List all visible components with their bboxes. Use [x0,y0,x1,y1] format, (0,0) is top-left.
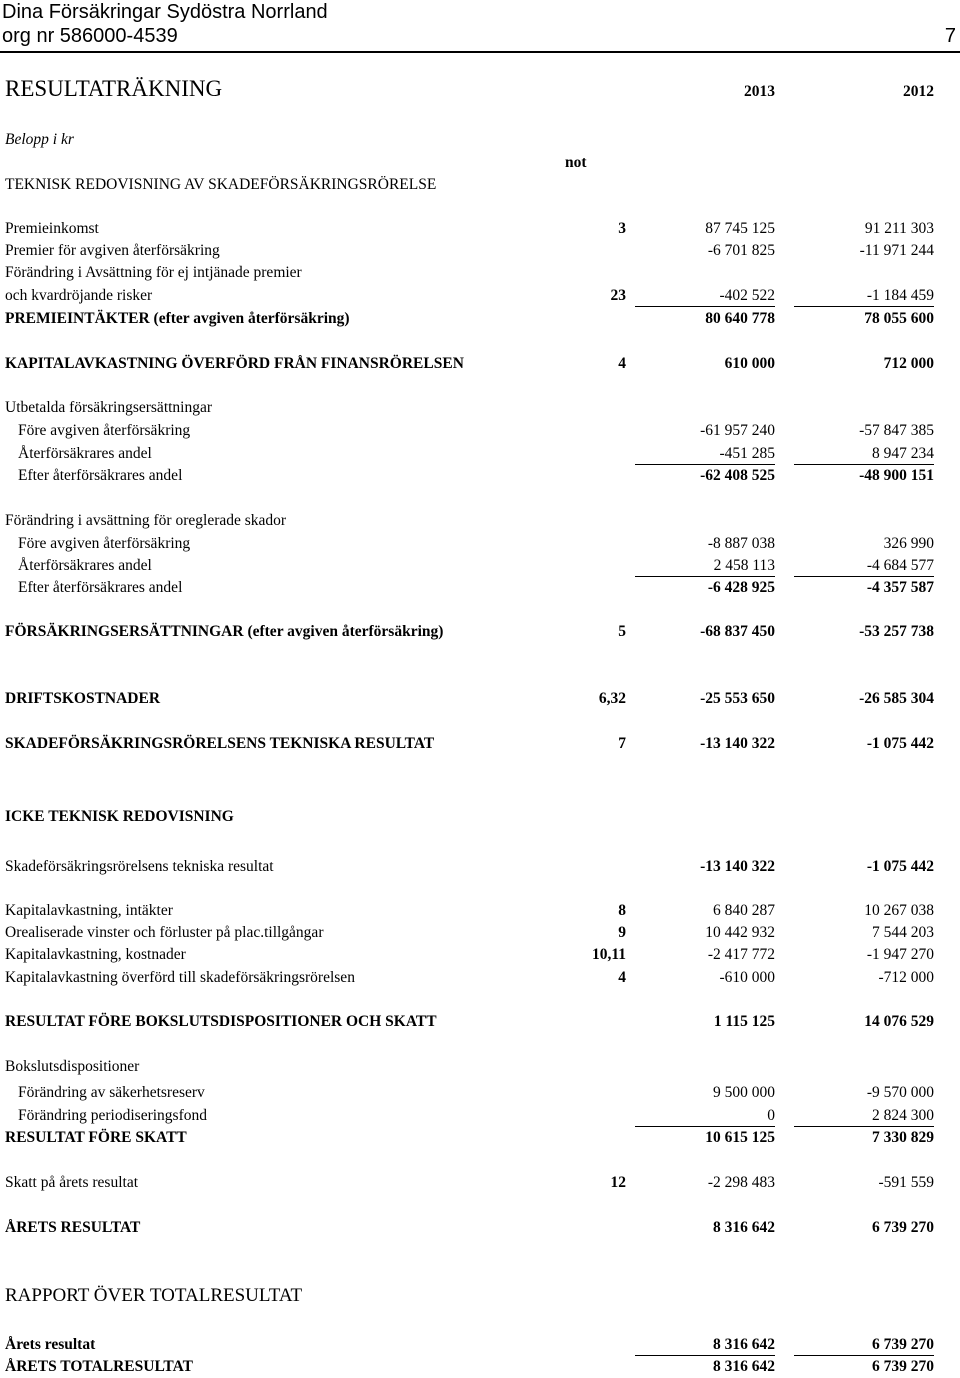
value-2013: -13 140 322 [700,858,775,875]
row-label: Premier för avgiven återförsäkring [5,242,220,259]
value-2012: 8 947 234 [794,443,934,465]
value-2012: -11 971 244 [859,242,934,259]
row-label: Förändring av säkerhetsreserv [18,1084,205,1101]
table-row [0,262,960,284]
value-2012: -4 684 577 [794,555,934,577]
row-label: Före avgiven återförsäkring [18,422,191,439]
row-label: Utbetalda försäkringsersättningar [5,399,213,416]
row-label: DRIFTSKOSTNADER [5,690,161,707]
value-2013: 10 442 932 [705,924,775,941]
table-row [0,856,960,878]
row-label: Före avgiven återförsäkring [18,535,191,552]
row-label: och kvardröjande risker [5,287,153,304]
row-label: Orealiserade vinster och förluster på plac.tillgångar [5,924,324,941]
row-note: 5 [618,623,626,640]
value-2012: -26 585 304 [859,690,934,707]
value-2013: 8 316 642 [713,1358,775,1375]
value-2013: 80 640 778 [705,310,775,327]
table-row [0,174,960,196]
org-number: org nr 586000-4539 [2,25,178,47]
table-row [0,1356,960,1378]
year-previous-header: 2012 [903,83,934,100]
row-label: Årets resultat [5,1336,96,1353]
value-2013: 0 [635,1105,775,1127]
value-2012: 78 055 600 [864,310,934,327]
table-row [0,900,960,922]
value-2013: 610 000 [724,355,775,372]
report-title: RESULTATRÄKNING [5,76,223,101]
value-2012: -4 357 587 [866,579,934,596]
value-2013: 1 115 125 [713,1013,775,1030]
row-label: Återförsäkrares andel [18,557,152,574]
value-2012: 7 544 203 [872,924,934,941]
value-2012: 6 739 270 [794,1334,934,1356]
row-label: RESULTAT FÖRE BOKSLUTSDISPOSITIONER OCH SKATT [5,1013,437,1030]
table-row [0,688,960,710]
value-2012: -1 184 459 [794,285,934,307]
table-row [0,285,960,307]
value-2013: 8 316 642 [713,1219,775,1236]
value-2013: -402 522 [635,285,775,307]
table-row [0,555,960,577]
value-2013: -25 553 650 [700,690,775,707]
row-label: Förändring i Avsättning för ej intjänade premier [5,264,302,281]
row-label: Skadeförsäkringsrörelsens tekniska resultat [5,858,274,875]
row-note: 6,32 [598,690,626,707]
table-row [0,1217,960,1239]
value-2012: 10 267 038 [864,902,934,919]
row-label: ÅRETS RESULTAT [5,1219,141,1236]
company-name: Dina Försäkringar Sydöstra Norrland [2,1,328,23]
value-2012: -712 000 [878,969,934,986]
value-2012: 91 211 303 [864,220,934,237]
row-note: 23 [610,287,626,304]
row-label: Efter återförsäkrares andel [18,579,183,596]
table-row [0,1056,960,1078]
table-row [0,443,960,465]
table-row [0,240,960,262]
row-label: ICKE TEKNISK REDOVISNING [5,808,234,825]
row-label: Återförsäkrares andel [18,445,152,462]
value-2012: 7 330 829 [872,1129,934,1146]
row-label: FÖRSÄKRINGSERSÄTTNINGAR (efter avgiven återförsäkring) [5,623,444,640]
value-2012: -1 075 442 [866,858,934,875]
table-row [0,353,960,375]
row-label: Skatt på årets resultat [5,1174,138,1191]
row-label: Kapitalavkastning, intäkter [5,902,173,919]
table-row [0,1011,960,1033]
table-row [0,218,960,240]
row-note: 9 [618,924,626,941]
row-label: Bokslutsdispositioner [5,1058,140,1075]
table-row [0,1105,960,1127]
table-row [0,1334,960,1356]
value-2013: -2 298 483 [707,1174,775,1191]
value-2013: -61 957 240 [700,422,775,439]
table-row [0,621,960,643]
value-2013: 9 500 000 [713,1084,775,1101]
table-row [0,733,960,755]
value-2013: 2 458 113 [635,555,775,577]
value-2013: -451 285 [635,443,775,465]
row-note: 3 [618,220,626,237]
row-label: PREMIEINTÄKTER (efter avgiven återförsäkring) [5,310,350,327]
row-label: Förändring i avsättning för oreglerade skador [5,512,287,529]
value-2013: -6 428 925 [707,579,775,596]
row-label: Förändring periodiseringsfond [18,1107,207,1124]
row-label: Kapitalavkastning, kostnader [5,946,186,963]
table-row [0,1172,960,1194]
value-2012: -48 900 151 [859,467,934,484]
table-row [0,420,960,442]
value-2013: -62 408 525 [700,467,775,484]
table-row [0,510,960,532]
table-row [0,397,960,419]
row-note: 8 [618,902,626,919]
value-2013: 87 745 125 [705,220,775,237]
header-divider [0,51,960,53]
value-2013: -8 887 038 [707,535,775,552]
row-label: RESULTAT FÖRE SKATT [5,1129,187,1146]
value-2012: 326 990 [883,535,934,552]
value-2012: 6 739 270 [872,1219,934,1236]
table-row [0,465,960,487]
row-note: 4 [618,969,626,986]
table-row [0,944,960,966]
row-label: ÅRETS TOTALRESULTAT [5,1358,193,1375]
value-2013: -2 417 772 [707,946,775,963]
value-2013: -68 837 450 [700,623,775,640]
table-row [0,967,960,989]
row-label: Premieinkomst [5,220,99,237]
value-2013: -13 140 322 [700,735,775,752]
page-number: 7 [944,25,956,47]
year-current-header: 2013 [744,83,775,100]
value-2013: -6 701 825 [707,242,775,259]
note-column-header: not [565,154,587,171]
value-2012: -9 570 000 [866,1084,934,1101]
value-2013: 8 316 642 [635,1334,775,1356]
total-result-title: RAPPORT ÖVER TOTALRESULTAT [5,1285,303,1306]
value-2013: -610 000 [719,969,775,986]
row-note: 7 [618,735,626,752]
value-2013: 10 615 125 [705,1129,775,1146]
value-2012: -1 947 270 [866,946,934,963]
row-note: 4 [618,355,626,372]
row-label: Kapitalavkastning överförd till skadeförsäkringsrörelsen [5,969,355,986]
value-2013: 6 840 287 [713,902,775,919]
row-label: Efter återförsäkrares andel [18,467,183,484]
value-2012: 6 739 270 [872,1358,934,1375]
table-row [0,533,960,555]
currency-note: Belopp i kr [5,131,74,148]
row-label: SKADEFÖRSÄKRINGSRÖRELSENS TEKNISKA RESULTAT [5,735,435,752]
row-label: TEKNISK REDOVISNING AV SKADEFÖRSÄKRINGSRÖRELSE [5,176,437,193]
table-row [0,577,960,599]
value-2012: -1 075 442 [866,735,934,752]
table-row [0,1127,960,1149]
value-2012: -57 847 385 [859,422,934,439]
value-2012: 2 824 300 [794,1105,934,1127]
value-2012: 712 000 [883,355,934,372]
row-label: KAPITALAVKASTNING ÖVERFÖRD FRÅN FINANSRÖRELSEN [5,355,464,372]
value-2012: 14 076 529 [864,1013,934,1030]
table-row [0,308,960,330]
value-2012: -591 559 [878,1174,934,1191]
table-row [0,922,960,944]
table-row [0,806,960,828]
row-note: 12 [610,1174,626,1191]
row-note: 10,11 [591,946,626,963]
table-row [0,1082,960,1104]
page-header [0,0,960,54]
value-2012: -53 257 738 [859,623,934,640]
